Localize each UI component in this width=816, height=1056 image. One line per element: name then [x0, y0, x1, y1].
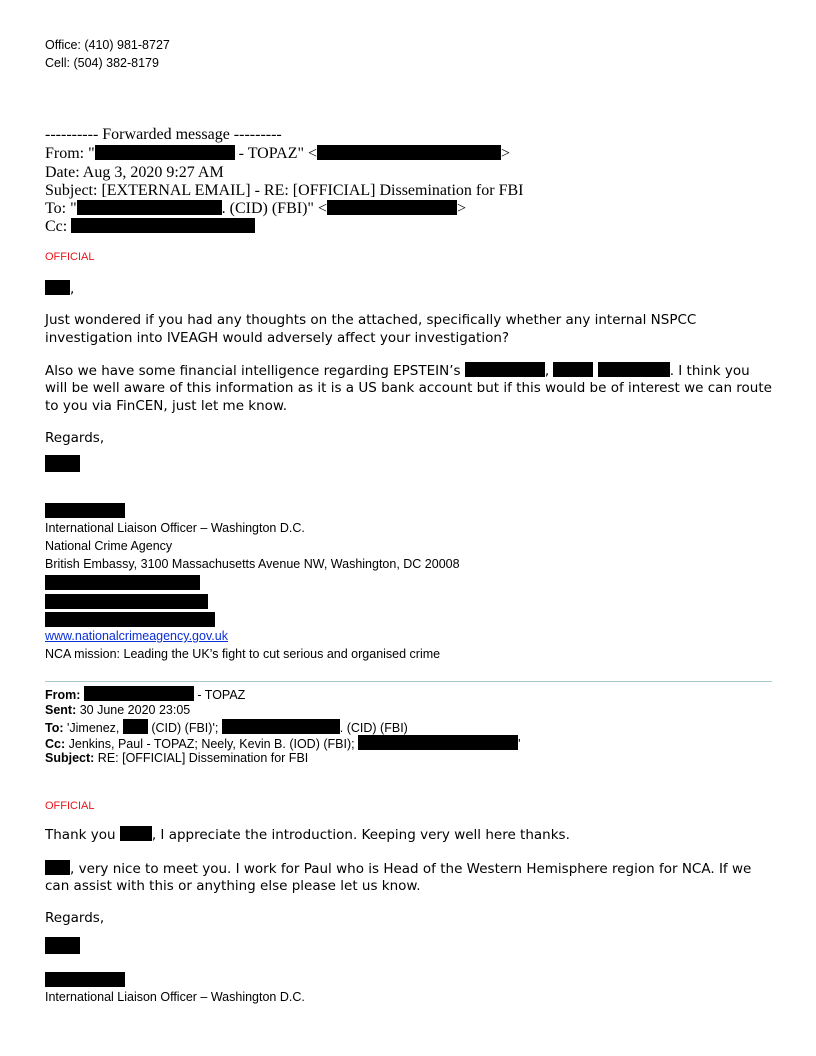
signature-address: British Embassy, 3100 Massachusetts Avenue NW, Washington, DC 20008 — [45, 557, 460, 571]
redaction-bar — [317, 145, 501, 160]
message2-signoff: Regards, — [45, 910, 105, 926]
redaction-bar — [45, 594, 208, 609]
redaction-bar — [95, 145, 235, 160]
redaction-bar — [45, 280, 70, 295]
redaction-bar — [77, 200, 222, 215]
redaction-bar — [45, 860, 70, 875]
cell-phone: Cell: (504) 382-8179 — [45, 56, 159, 70]
redaction-bar — [84, 686, 194, 701]
redaction-bar — [45, 972, 125, 987]
forwarded-cc: Cc: — [45, 218, 255, 236]
message2-line-1: Thank you , I appreciate the introduction. Keeping very well here thanks. — [45, 827, 570, 843]
office-phone: Office: (410) 981-8727 — [45, 38, 170, 52]
classification-label: OFFICIAL — [45, 800, 95, 812]
message2-subject: Subject: RE: [OFFICIAL] Dissemination for FBI — [45, 751, 309, 765]
message2-sent: Sent: 30 June 2020 23:05 — [45, 703, 191, 717]
redaction-bar — [598, 362, 670, 377]
redaction-bar — [45, 455, 80, 472]
redaction-bar — [553, 362, 593, 377]
signature-agency: National Crime Agency — [45, 539, 173, 553]
forwarded-subject: Subject: [EXTERNAL EMAIL] - RE: [OFFICIAL] Dissemination for FBI — [45, 182, 524, 199]
redaction-bar — [45, 937, 80, 954]
greeting: , — [45, 280, 74, 297]
message2-to: To: 'Jimenez, (CID) (FBI)'; . (CID) (FBI) — [45, 721, 408, 735]
body-paragraph-2-line-3: to you via FinCEN, just let me know. — [45, 398, 288, 414]
body-paragraph-2-line-1: Also we have some financial intelligence regarding EPSTEIN’s , . I think you — [45, 363, 750, 379]
signoff: Regards, — [45, 430, 105, 446]
forwarded-from: From: " - TOPAZ" < > — [45, 145, 511, 162]
redaction-bar — [465, 362, 545, 377]
redaction-bar — [45, 612, 215, 627]
classification-label: OFFICIAL — [45, 251, 95, 263]
redaction-bar — [358, 735, 518, 750]
message2-from: From: - TOPAZ — [45, 688, 246, 702]
signature-mission: NCA mission: Leading the UK’s fight to cut serious and organised crime — [45, 647, 441, 661]
redaction-bar — [71, 218, 255, 233]
redaction-bar — [120, 826, 152, 841]
redaction-bar — [45, 575, 200, 590]
divider — [45, 681, 772, 682]
body-paragraph-1-line-1: Just wondered if you had any thoughts on the attached, specifically whether any internal NSPCC — [45, 312, 697, 328]
message2-paragraph-line-1: , very nice to meet you. I work for Paul who is Head of the Western Hemisphere region for NCA. If we — [45, 860, 751, 877]
message2-signature-title: International Liaison Officer – Washington D.C. — [45, 990, 305, 1004]
forwarded-header: ---------- Forwarded message --------- — [45, 126, 282, 143]
agency-website-link[interactable]: www.nationalcrimeagency.gov.uk — [45, 629, 228, 643]
redaction-bar — [45, 503, 125, 518]
redaction-bar — [222, 719, 340, 734]
forwarded-date: Date: Aug 3, 2020 9:27 AM — [45, 164, 224, 181]
signature-title: International Liaison Officer – Washington D.C. — [45, 521, 305, 535]
redaction-bar — [123, 719, 148, 734]
message2-cc: Cc: Jenkins, Paul - TOPAZ; Neely, Kevin B. (IOD) (FBI); ' — [45, 737, 521, 751]
body-paragraph-1-line-2: investigation into IVEAGH would adversely affect your investigation? — [45, 330, 510, 346]
message2-paragraph-line-2: can assist with this or anything else please let us know. — [45, 878, 421, 894]
forwarded-to: To: " . (CID) (FBI)" < > — [45, 200, 466, 217]
redaction-bar — [327, 200, 457, 215]
body-paragraph-2-line-2: will be well aware of this information as it is a US bank account but if this would be of interest we can route — [45, 380, 772, 396]
